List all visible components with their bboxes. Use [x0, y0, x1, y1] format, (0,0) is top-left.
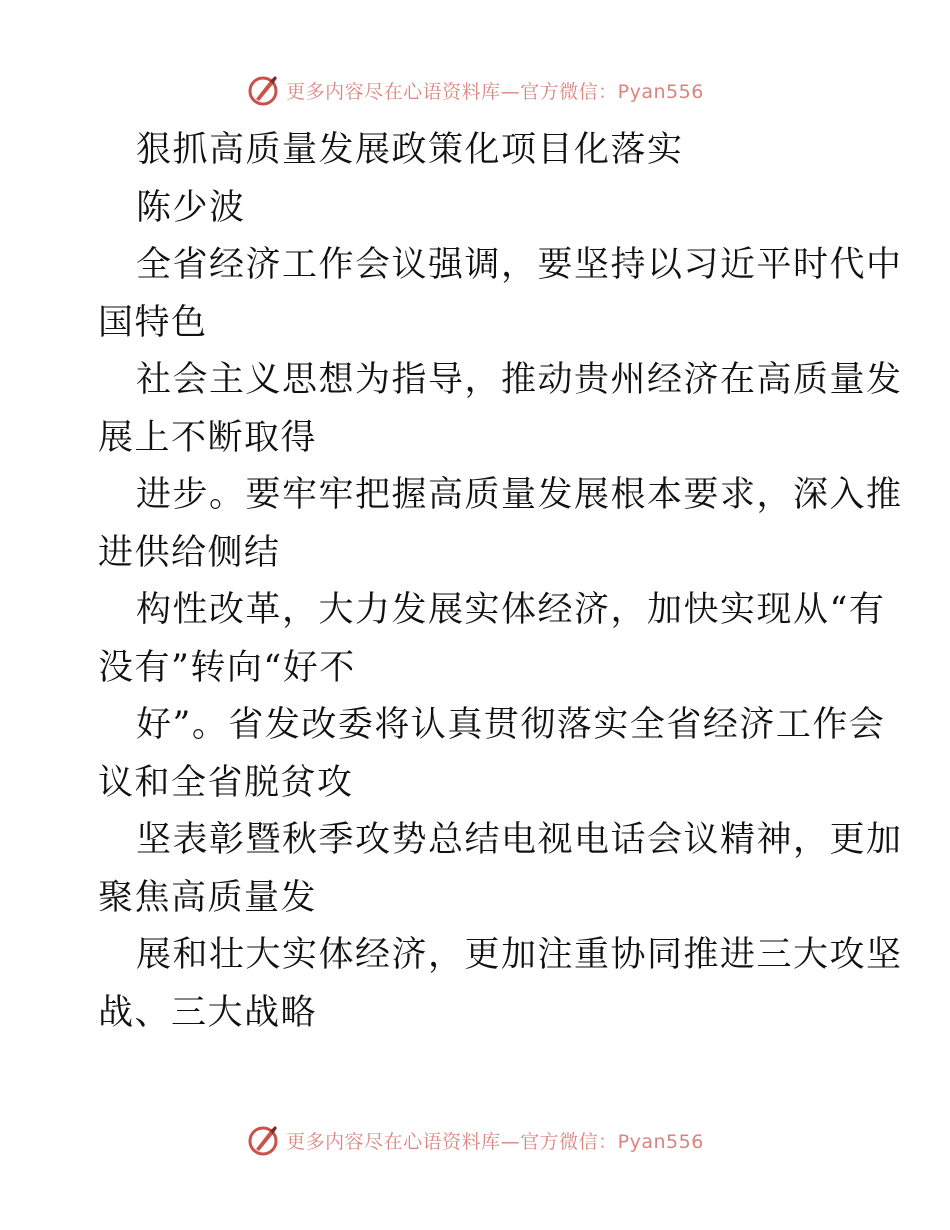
body-text-line: 进步。要牢牢把握高质量发展根本要求，深入推 — [136, 475, 903, 515]
body-text-line: 全省经济工作会议强调，要坚持以习近平时代中 — [136, 245, 903, 285]
body-text-line: 构性改革，大力发展实体经济，加快实现从“有 — [136, 590, 886, 630]
body-text-line: 社会主义思想为指导，推动贵州经济在高质量发 — [136, 360, 903, 400]
body-text-line: 聚焦高质量发 — [98, 877, 318, 918]
body-text-line: 坚表彰暨秋季攻势总结电视电话会议精神，更加 — [136, 820, 903, 860]
document-body — [98, 122, 903, 1042]
document-title: 狠抓高质量发展政策化项目化落实 — [136, 130, 684, 170]
body-text-line: 进供给侧结 — [98, 532, 281, 573]
watermark-text: 更多内容尽在心语资料库—官方微信：Pyan556 — [286, 1130, 704, 1153]
body-text-line: 好”。省发改委将认真贯彻落实全省经济工作会 — [136, 705, 886, 745]
body-text-line: 没有”转向“好不 — [98, 647, 356, 688]
document-author: 陈少波 — [136, 187, 246, 228]
watermark-text: 更多内容尽在心语资料库—官方微信：Pyan556 — [286, 80, 704, 103]
header-watermark-banner — [0, 70, 950, 110]
quill-pen-logo-icon — [246, 73, 280, 107]
body-text-line: 展和壮大实体经济，更加注重协同推进三大攻坚 — [136, 935, 903, 975]
body-text-line: 国特色 — [98, 302, 208, 343]
body-text-line: 议和全省脱贫攻 — [98, 762, 354, 803]
body-text-line: 展上不断取得 — [98, 417, 318, 458]
quill-pen-logo-icon — [246, 1123, 280, 1157]
footer-watermark-banner — [0, 1120, 950, 1160]
body-text-line: 战、三大战略 — [98, 992, 318, 1033]
